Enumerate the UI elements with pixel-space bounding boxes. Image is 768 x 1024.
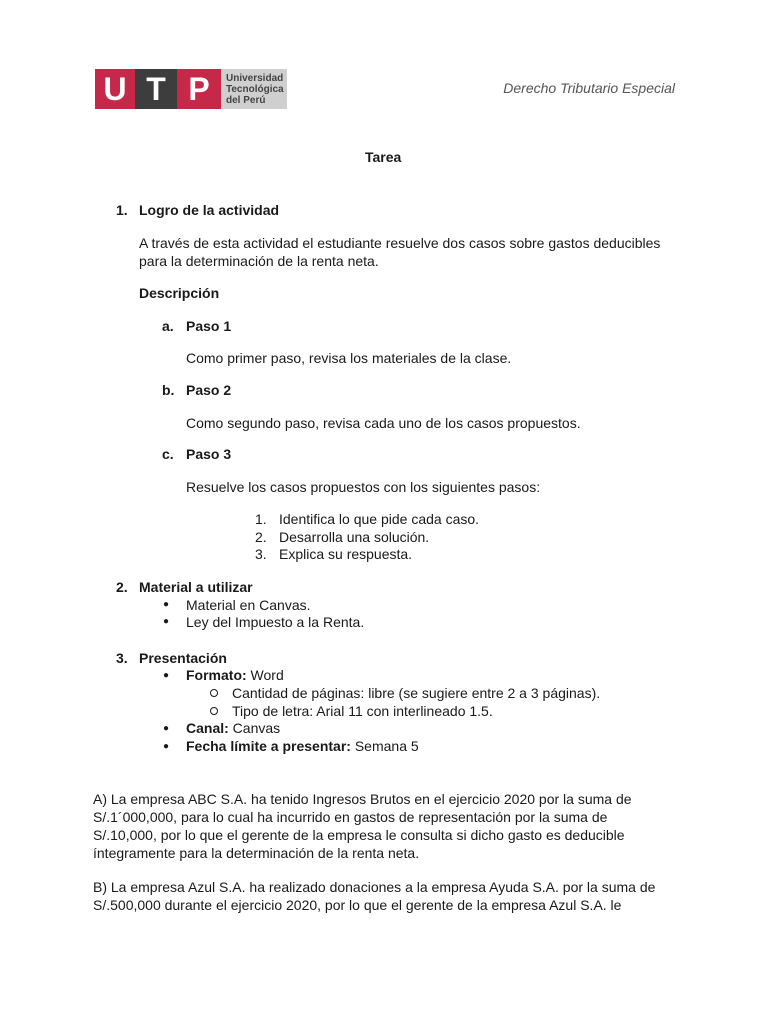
course-title: Derecho Tributario Especial [503, 80, 675, 96]
substep-text: Identifica lo que pide cada caso. [279, 511, 480, 527]
paragraph-line: A través de esta actividad el estudiante resuelve dos casos sobre gastos deducibles [139, 235, 661, 251]
list-item: Ley del Impuesto a la Renta. [186, 614, 365, 630]
logo-wordmark [221, 69, 287, 109]
label-formato: Formato: [186, 667, 247, 683]
section-heading-presentacion: Presentación [139, 650, 227, 666]
logo-word: Universidad [226, 72, 284, 84]
section-number: 3. [116, 650, 128, 666]
bullet-icon: ● [163, 741, 170, 752]
step-letter: b. [162, 382, 175, 398]
bullet-icon: ● [163, 599, 170, 610]
paragraph-line: para la determinación de la renta neta. [139, 253, 379, 269]
section-number: 2. [116, 579, 128, 595]
step-text: Como primer paso, revisa los materiales de la clase. [186, 350, 512, 366]
list-item: Material en Canvas. [186, 597, 311, 613]
bullet-icon: ● [163, 670, 170, 681]
section-number: 1. [116, 202, 128, 218]
document-title: Tarea [365, 149, 402, 165]
utp-logo [95, 69, 287, 109]
logo-letter-p: P [177, 69, 221, 109]
step-title: Paso 2 [186, 382, 232, 398]
step-letter: a. [162, 318, 174, 334]
substep-number: 1. [255, 511, 267, 527]
logo-word: del Perú [226, 94, 266, 106]
case-a-line: S/.10,000, por lo que el gerente de la empresa le consulta si dicho gasto es deducible [93, 827, 625, 843]
value-formato: Word [246, 667, 284, 683]
substep-number: 2. [255, 529, 267, 545]
sublist-item: Cantidad de páginas: libre (se sugiere entre 2 a 3 páginas). [232, 685, 601, 701]
value-canal: Canvas [228, 720, 281, 736]
sublist-item: Tipo de letra: Arial 11 con interlineado 1.5. [232, 703, 493, 719]
bullet-icon: ● [163, 616, 170, 627]
logo-letter-u: U [95, 69, 135, 109]
list-item-formato [186, 667, 284, 683]
case-a-line: íntegramente para la determinación de la renta neta. [93, 845, 420, 861]
subheading-descripcion: Descripción [139, 285, 220, 301]
bullet-icon: ● [163, 723, 170, 734]
case-a-line: A) La empresa ABC S.A. ha tenido Ingresos Brutos en el ejercicio 2020 por la suma de [93, 791, 632, 807]
section-heading-logro: Logro de la actividad [139, 202, 280, 218]
case-b-line: B) La empresa Azul S.A. ha realizado donaciones a la empresa Ayuda S.A. por la suma de [93, 879, 656, 895]
value-fecha: Semana 5 [350, 738, 419, 754]
substep-number: 3. [255, 546, 267, 562]
case-b-line: S/.500,000 durante el ejercicio 2020, por lo que el gerente de la empresa Azul S.A. le [93, 897, 622, 913]
circle-bullet-icon [210, 689, 218, 697]
step-text: Como segundo paso, revisa cada uno de los casos propuestos. [186, 415, 581, 431]
list-item-canal [186, 720, 280, 736]
step-title: Paso 3 [186, 446, 232, 462]
circle-bullet-icon [210, 707, 218, 715]
substep-text: Desarrolla una solución. [279, 529, 430, 545]
substep-text: Explica su respuesta. [279, 546, 413, 562]
step-title: Paso 1 [186, 318, 232, 334]
section-heading-material: Material a utilizar [139, 579, 253, 595]
step-letter: c. [162, 446, 174, 462]
label-canal: Canal: [186, 720, 229, 736]
logo-word: Tecnológica [226, 83, 284, 95]
list-item-fecha [186, 738, 419, 754]
case-a-line: S/.1´000,000, para lo cual ha incurrido en gastos de representación por la suma de [93, 809, 608, 825]
label-fecha: Fecha límite a presentar: [186, 738, 351, 754]
logo-letter-t: T [135, 69, 177, 109]
step-text: Resuelve los casos propuestos con los siguientes pasos: [186, 479, 541, 495]
